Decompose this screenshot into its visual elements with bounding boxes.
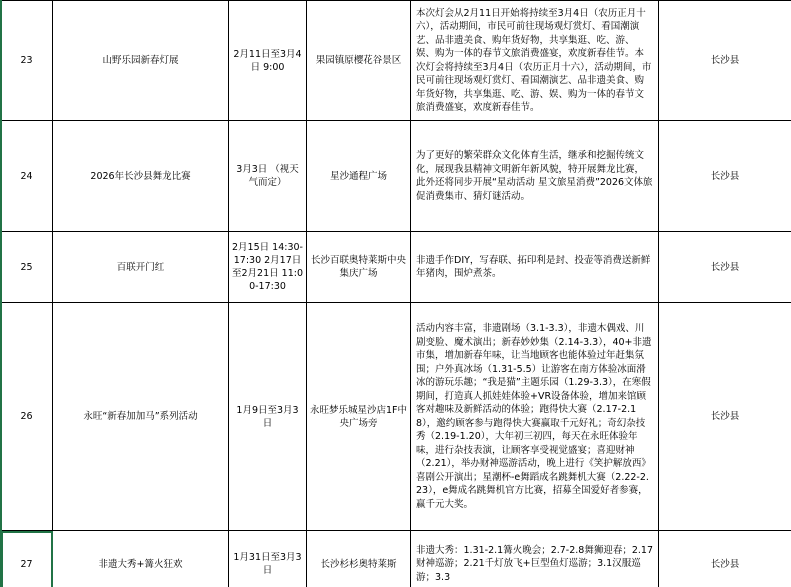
cell-county[interactable]: 长沙县 bbox=[659, 531, 791, 587]
table-row bbox=[1, 531, 791, 587]
cell-row-number[interactable]: 24 bbox=[1, 121, 53, 232]
cell-activity-location[interactable]: 果园镇原樱花谷景区 bbox=[307, 1, 411, 121]
selection-edge-indicator bbox=[0, 0, 2, 587]
cell-activity-time[interactable]: 1月31日至3月3日 bbox=[229, 531, 307, 587]
cell-activity-location[interactable]: 永旺梦乐城星沙店1F中央广场旁 bbox=[307, 303, 411, 531]
cell-row-number[interactable]: 25 bbox=[1, 232, 53, 303]
cell-county[interactable]: 长沙县 bbox=[659, 232, 791, 303]
cell-row-number[interactable]: 23 bbox=[1, 1, 53, 121]
cell-activity-name[interactable]: 永旺“新春加加马”系列活动 bbox=[53, 303, 229, 531]
cell-activity-time[interactable]: 2月11日至3月4日 9:00 bbox=[229, 1, 307, 121]
cell-activity-description[interactable]: 为了更好的繁荣群众文化体育生活，继承和挖掘传统文化，展现我县精神文明新年新风貌，特开展舞龙比赛，此外还将同步开展“星动活动 星文旅星消费”2026文体旅促消费集市、猜灯谜活动。 bbox=[411, 121, 659, 232]
cell-activity-time[interactable]: 2月15日 14:30-17:30 2月17日至2月21日 11:00-17:30 bbox=[229, 232, 307, 303]
cell-row-number[interactable]: 26 bbox=[1, 303, 53, 531]
cell-activity-description[interactable]: 本次灯会从2月11日开始将持续至3月4日（农历正月十六），活动期间，市民可前往现场观灯赏灯、看国潮演艺、品非遗美食、购年货好物，共享集逛、吃、游、娱、购为一体的春节文旅消费盛宴，欢度新春佳节。本次灯会将持续至3月4日（农历正月十六），活动期间，市民可前往现场观灯赏灯、看国潮演艺、品非遗美食、购年货好物，共享集逛、吃、游、娱、购为一体的春节文旅消费盛宴，欢度新春佳节。 bbox=[411, 1, 659, 121]
cell-activity-location[interactable]: 长沙百联奥特莱斯中央集庆广场 bbox=[307, 232, 411, 303]
cell-activity-description[interactable]: 非遗手作DIY，写春联、拓印利是封、投壶等消费送新鲜年猪肉，围炉煮茶。 bbox=[411, 232, 659, 303]
cell-activity-time[interactable]: 3月3日 （视天气而定） bbox=[229, 121, 307, 232]
cell-activity-description[interactable]: 活动内容丰富，非遗剧场（3.1-3.3），非遗木偶戏、川剧变脸、魔术演出；新春妙妙集（2.14-3.3），40+非遗市集，增加新春年味，让当地顾客也能体验过年赶集氛围；户外真冰场（1.31-5.5）让游客在南方体验冰面滑冰的游玩乐趣；“我是猫”主题乐园（1.29-3.3），在寒假期间，打造真人抓娃娃体验+VR设备体验，增加来馆顾客对趣味及新鲜活动的体验；跑得快大赛（2.17-2.18），邀约顾客参与跑得快大赛赢取千元好礼；奇幻杂技秀（2.19-1.20），大年初三初四，每天在永旺体验年味，进行杂技表演，让顾客享受视觉盛宴；喜迎财神（2.21），举办财神巡游活动，晚上进行《笑护解放西》喜剧公开演出；星潮杯-e舞蹈成名跳舞机大赛（2.22-2.23），e舞成名跳舞机官方比赛，招募全国爱好者参赛，赢千元大奖。 bbox=[411, 303, 659, 531]
cell-county[interactable]: 长沙县 bbox=[659, 121, 791, 232]
cell-activity-name[interactable]: 百联开门红 bbox=[53, 232, 229, 303]
cell-county[interactable]: 长沙县 bbox=[659, 1, 791, 121]
cell-county[interactable]: 长沙县 bbox=[659, 303, 791, 531]
cell-activity-name[interactable]: 非遗大秀+篝火狂欢 bbox=[53, 531, 229, 587]
table-row bbox=[1, 232, 791, 303]
table-row bbox=[1, 121, 791, 232]
table-row bbox=[1, 1, 791, 121]
cell-activity-name[interactable]: 山野乐园新春灯展 bbox=[53, 1, 229, 121]
cell-activity-description[interactable]: 非遗大秀：1.31-2.1篝火晚会；2.7-2.8舞狮迎春；2.17财神巡游；2.21千灯放飞+巨型鱼灯巡游；3.1汉服巡游；3.3 bbox=[411, 531, 659, 587]
cell-activity-name[interactable]: 2026年长沙县舞龙比赛 bbox=[53, 121, 229, 232]
cell-activity-time[interactable]: 1月9日至3月3日 bbox=[229, 303, 307, 531]
cell-row-number-selected[interactable]: 27 bbox=[1, 531, 53, 587]
table-row bbox=[1, 303, 791, 531]
cell-activity-location[interactable]: 长沙杉杉奥特莱斯 bbox=[307, 531, 411, 587]
cell-activity-location[interactable]: 星沙通程广场 bbox=[307, 121, 411, 232]
